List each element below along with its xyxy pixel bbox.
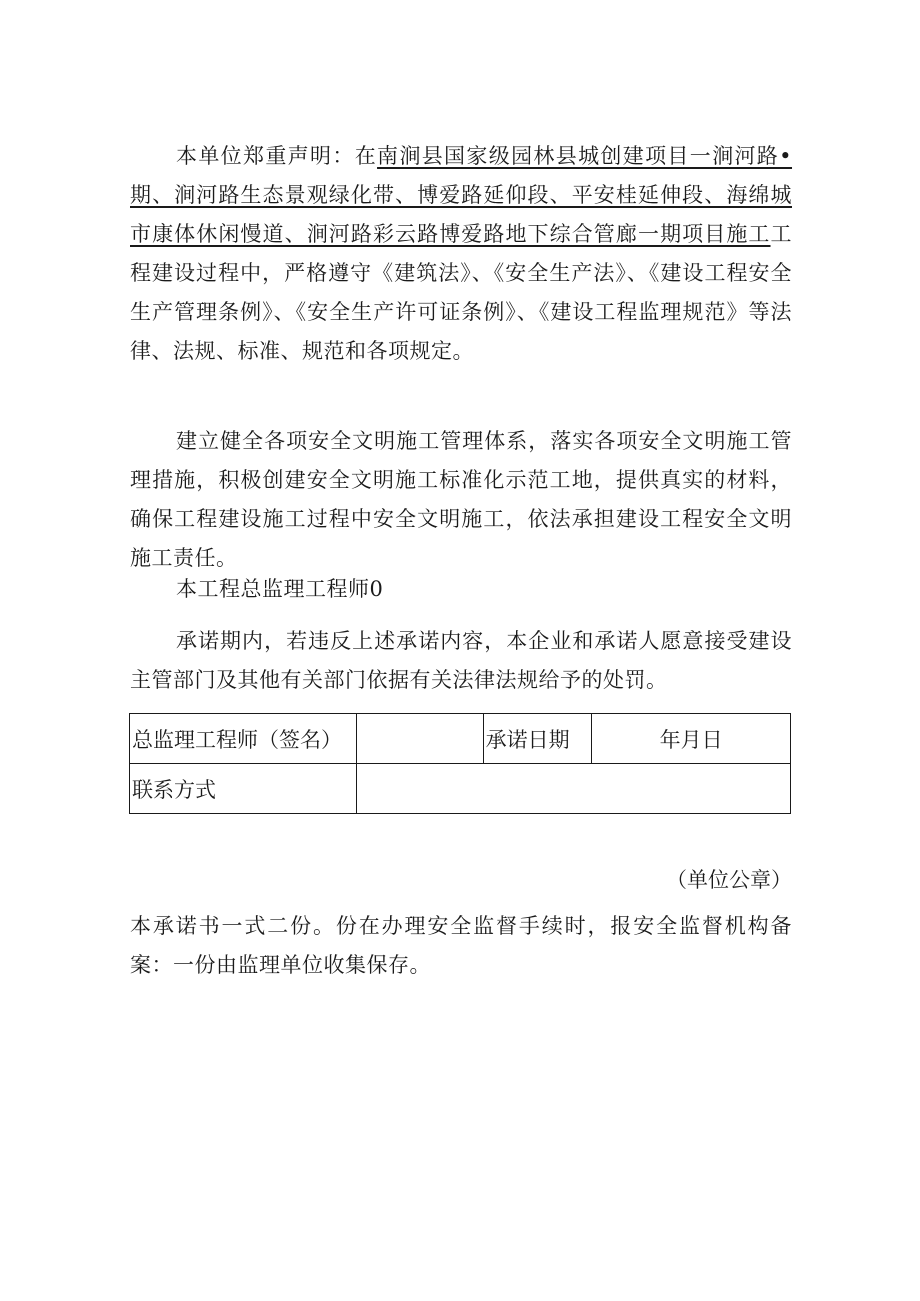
declaration-paragraph xyxy=(130,137,792,371)
commitment-date-field[interactable]: 年月日 xyxy=(592,714,791,764)
engineer-signature-field[interactable] xyxy=(356,714,483,764)
contact-field[interactable] xyxy=(356,764,790,814)
engineer-signature-label: 总监理工程师（签名） xyxy=(130,714,357,764)
footnote-paragraph: 本承诺书一式二份。份在办理安全监督手续时，报安全监督机构备案：一份由监理单位收集保存。 xyxy=(130,914,792,977)
contact-row xyxy=(130,764,791,814)
signature-table xyxy=(129,713,791,814)
project-name: 南涧县国家级园林县城创建项目一涧河路•期、涧河路生态景观绿化带、博爱路延仰段、平安桂延伸段、海绵城市康体休闲慢道、涧河路彩云路博爱路地下综合管廊一期项目施工 xyxy=(130,144,793,246)
unit-seal-label: （单位公章） xyxy=(666,868,792,892)
declaration-lead: 本单位郑重声明：在 xyxy=(176,144,378,168)
penalty-paragraph: 承诺期内，若违反上述承诺内容，本企业和承诺人愿意接受建设主管部门及其他有关部门依据有关法律法规给予的处罚。 xyxy=(130,629,792,692)
system-paragraph: 建立健全各项安全文明施工管理体系，落实各项安全文明施工管理措施，积极创建安全文明施工标准化示范工地，提供真实的材料，确保工程建设施工过程中安全文明施工，依法承担建设工程安全文明施工责任。 xyxy=(130,429,792,570)
engineer-paragraph: 本工程总监理工程师0 xyxy=(176,577,384,601)
signature-row xyxy=(130,714,791,764)
contact-label: 联系方式 xyxy=(130,764,357,814)
commitment-date-label: 承诺日期 xyxy=(483,714,592,764)
declaration-rest: 工程建设过程中，严格遵守《建筑法》、《安全生产法》、《建设工程安全生产管理条例》、《安全生产许可证条例》、《建设工程监理规范》等法律、法规、标准、规范和各项规定。 xyxy=(130,222,792,363)
